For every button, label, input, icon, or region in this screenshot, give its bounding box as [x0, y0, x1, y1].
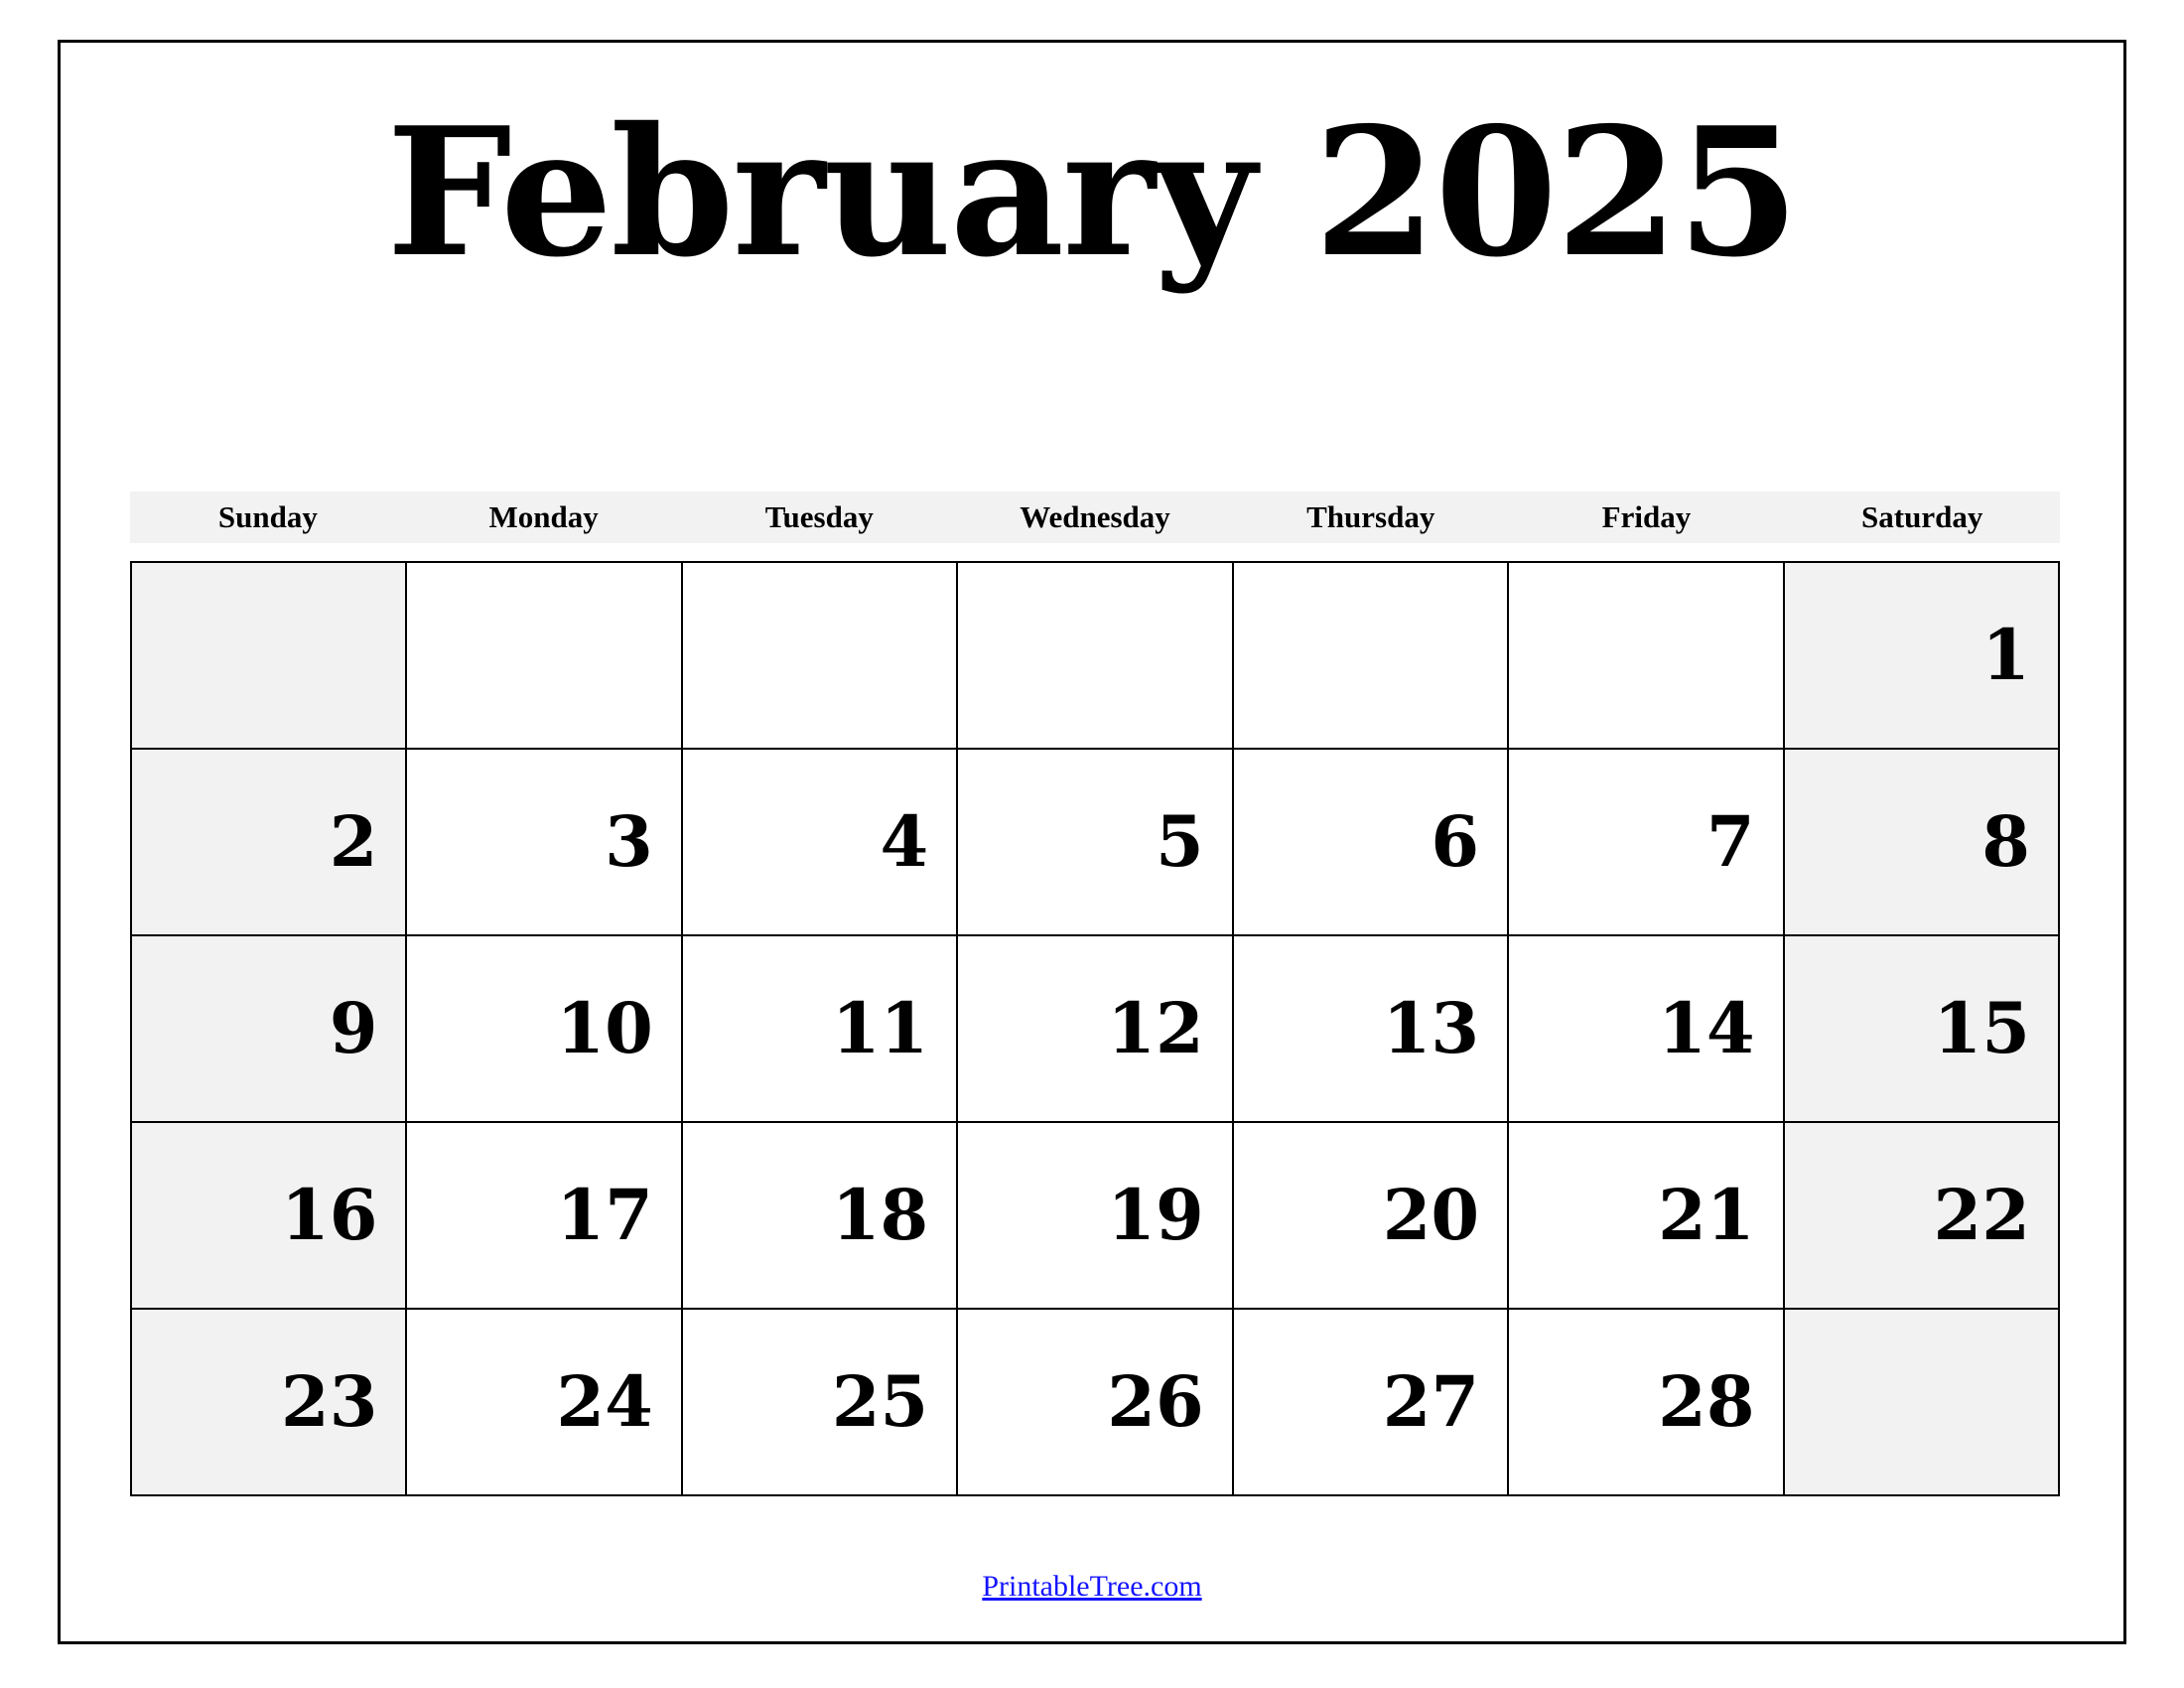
day-cell[interactable]	[958, 563, 1233, 750]
day-cell[interactable]	[1234, 1310, 1509, 1496]
day-number: 13	[1382, 987, 1480, 1069]
day-cell[interactable]	[1785, 563, 2060, 750]
day-number: 3	[605, 800, 653, 883]
day-cell[interactable]	[1234, 750, 1509, 936]
day-number: 26	[1107, 1360, 1204, 1443]
footer	[61, 1570, 2123, 1604]
calendar	[130, 492, 2060, 1496]
weekday-sunday: Sunday	[217, 499, 318, 534]
day-cell[interactable]	[1785, 1123, 2060, 1310]
calendar-page	[58, 40, 2126, 1644]
day-number: 5	[1155, 800, 1204, 883]
day-number: 10	[556, 987, 653, 1069]
day-cell[interactable]	[1234, 936, 1509, 1123]
day-cell[interactable]	[132, 1310, 407, 1496]
calendar-week-row	[132, 936, 2060, 1123]
day-number: 12	[1107, 987, 1204, 1069]
weekday-tuesday: Tuesday	[764, 499, 874, 534]
day-cell[interactable]	[1785, 750, 2060, 936]
day-number: 24	[556, 1360, 653, 1443]
day-cell[interactable]	[683, 563, 958, 750]
day-cell[interactable]	[958, 936, 1233, 1123]
day-cell[interactable]	[407, 1123, 682, 1310]
day-number: 4	[880, 800, 929, 883]
weekday-friday: Friday	[1601, 499, 1692, 534]
calendar-week-row	[132, 750, 2060, 936]
day-cell[interactable]	[1785, 1310, 2060, 1496]
day-number: 8	[1981, 800, 2030, 883]
day-number: 18	[831, 1174, 929, 1256]
footer-link[interactable]: PrintableTree.com	[982, 1570, 1202, 1603]
day-number: 22	[1933, 1174, 2030, 1256]
day-number: 27	[1382, 1360, 1480, 1443]
weekday-saturday: Saturday	[1861, 499, 1983, 534]
day-cell[interactable]	[407, 563, 682, 750]
day-number: 6	[1431, 800, 1480, 883]
weekday-monday: Monday	[488, 499, 599, 534]
day-cell[interactable]	[132, 750, 407, 936]
day-cell[interactable]	[1509, 1123, 1784, 1310]
day-cell[interactable]	[683, 936, 958, 1123]
day-cell[interactable]	[132, 563, 407, 750]
day-cell[interactable]	[958, 1123, 1233, 1310]
day-number: 16	[281, 1174, 378, 1256]
page-title: February 2025	[386, 88, 1798, 296]
day-cell[interactable]	[407, 936, 682, 1123]
day-cell[interactable]	[1785, 936, 2060, 1123]
day-number: 15	[1933, 987, 2030, 1069]
day-cell[interactable]	[132, 936, 407, 1123]
calendar-week-row	[132, 1123, 2060, 1310]
day-number: 7	[1706, 800, 1755, 883]
weekday-thursday: Thursday	[1306, 499, 1435, 534]
calendar-week-row	[132, 1310, 2060, 1496]
day-cell[interactable]	[1509, 1310, 1784, 1496]
day-cell[interactable]	[683, 1123, 958, 1310]
day-number: 11	[831, 987, 929, 1069]
day-number: 28	[1658, 1360, 1755, 1443]
weekday-header-row	[130, 492, 2060, 543]
day-cell[interactable]	[1234, 563, 1509, 750]
calendar-week-row	[132, 563, 2060, 750]
day-number: 2	[329, 800, 378, 883]
weekday-wednesday: Wednesday	[1020, 499, 1170, 534]
calendar-grid	[130, 561, 2060, 1496]
day-cell[interactable]	[958, 1310, 1233, 1496]
day-cell[interactable]	[683, 750, 958, 936]
day-number: 17	[556, 1174, 653, 1256]
day-number: 1	[1981, 614, 2030, 696]
day-number: 25	[831, 1360, 929, 1443]
day-number: 21	[1658, 1174, 1755, 1256]
day-number: 19	[1107, 1174, 1204, 1256]
day-cell[interactable]	[407, 1310, 682, 1496]
day-cell[interactable]	[1509, 936, 1784, 1123]
day-cell[interactable]	[132, 1123, 407, 1310]
day-cell[interactable]	[683, 1310, 958, 1496]
day-cell[interactable]	[1234, 1123, 1509, 1310]
day-number: 20	[1382, 1174, 1480, 1256]
day-cell[interactable]	[1509, 750, 1784, 936]
day-cell[interactable]	[958, 750, 1233, 936]
day-cell[interactable]	[1509, 563, 1784, 750]
day-number: 9	[329, 987, 378, 1069]
day-number: 23	[281, 1360, 378, 1443]
day-cell[interactable]	[407, 750, 682, 936]
day-number: 14	[1658, 987, 1755, 1069]
